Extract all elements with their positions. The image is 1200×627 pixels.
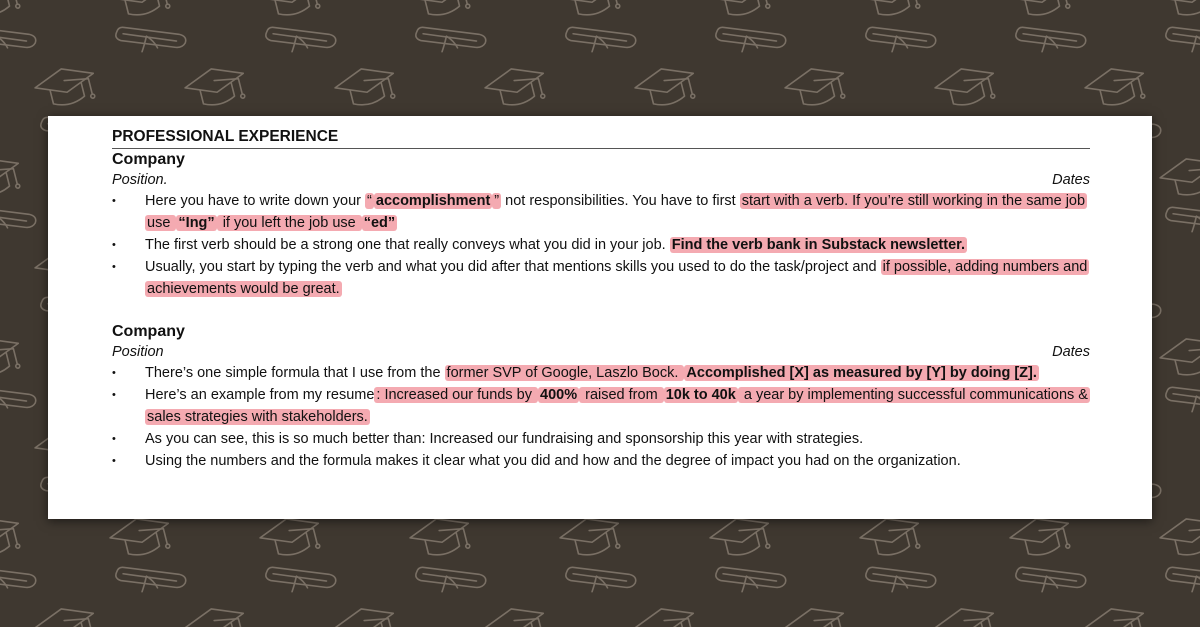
graduation-cap-icon	[1079, 601, 1162, 627]
graduation-cap-icon	[179, 601, 262, 627]
bullet-item	[112, 384, 1090, 428]
highlighted-text: if you left the job use	[218, 215, 360, 231]
highlighted-text: accomplishment	[375, 193, 491, 209]
graduation-cap-icon	[1154, 0, 1200, 61]
bullet-text: As you can see, this is so much better than: Increased our fundraising and sponsorship this year with strategies.	[145, 431, 864, 447]
dates: Dates	[1052, 172, 1090, 188]
highlighted-text: : Increased our funds by	[376, 387, 536, 403]
graduation-cap-icon	[29, 601, 112, 627]
graduation-cap-icon	[0, 0, 37, 61]
graduation-cap-icon	[254, 511, 337, 602]
highlighted-text: “ed”	[363, 215, 396, 231]
bullet-list	[112, 190, 1090, 300]
bullet-item	[112, 256, 1090, 300]
graduation-cap-icon	[104, 0, 187, 61]
graduation-cap-icon	[404, 511, 487, 602]
bullet-text: Usually, you start by typing the verb and what you did after that mentions skills you used to do the task/project and	[145, 259, 881, 275]
graduation-cap-icon	[554, 511, 637, 602]
graduation-cap-icon	[1004, 0, 1087, 61]
bullet-item	[112, 234, 1090, 256]
resume-document	[48, 116, 1152, 519]
position-row	[112, 343, 1090, 362]
experience-entry	[112, 149, 1090, 300]
highlighted-text: a year by implementing successful communications & sales strategies with stakeholders.	[147, 387, 1088, 425]
highlighted-text: Accomplished [X] as measured by [Y] by doing [Z].	[686, 365, 1037, 381]
highlighted-text: 10k to 40k	[665, 387, 736, 403]
experience-entries	[112, 149, 1090, 472]
bullet-text: not responsibilities. You have to first	[501, 193, 740, 209]
highlighted-text: Find the verb bank in Substack newsletter.	[671, 237, 966, 253]
bullet-text: Using the numbers and the formula makes it clear what you did and how and the degree of impact you had on the organization.	[145, 453, 961, 469]
entry-spacer	[112, 300, 1090, 321]
graduation-cap-icon	[1154, 511, 1200, 602]
position-title: Position	[112, 344, 164, 360]
highlighted-text: if possible, adding numbers and achievements would be great.	[147, 259, 1088, 297]
graduation-cap-icon	[0, 511, 37, 602]
section-title: PROFESSIONAL EXPERIENCE	[112, 127, 1090, 149]
graduation-cap-icon	[554, 0, 637, 61]
graduation-cap-icon	[0, 151, 37, 242]
bullet-item	[112, 428, 1090, 450]
bullet-item	[112, 190, 1090, 234]
highlighted-text: former SVP of Google, Laszlo Bock.	[446, 365, 683, 381]
graduation-cap-icon	[854, 0, 937, 61]
position-row	[112, 171, 1090, 190]
graduation-cap-icon	[929, 601, 1012, 627]
bullet-list	[112, 362, 1090, 472]
highlighted-text: raised from	[581, 387, 662, 403]
company-name: Company	[112, 151, 185, 168]
bullet-text: The first verb should be a strong one that really conveys what you did in your job.	[145, 237, 670, 253]
graduation-cap-icon	[629, 601, 712, 627]
highlighted-text: 400%	[540, 387, 578, 403]
highlighted-text: ”	[494, 193, 500, 209]
graduation-cap-icon	[104, 511, 187, 602]
graduation-cap-icon	[1154, 331, 1200, 422]
graduation-cap-icon	[329, 601, 412, 627]
graduation-cap-icon	[704, 0, 787, 61]
graduation-cap-icon	[854, 511, 937, 602]
graduation-cap-icon	[704, 511, 787, 602]
graduation-cap-icon	[1004, 511, 1087, 602]
bullet-text: There’s one simple formula that I use from the	[145, 365, 445, 381]
graduation-cap-icon	[479, 601, 562, 627]
bullet-item	[112, 362, 1090, 384]
highlighted-text: “	[367, 193, 372, 209]
graduation-cap-icon	[254, 0, 337, 61]
bullet-text: Here’s an example from my resume	[145, 387, 375, 403]
graduation-cap-icon	[779, 601, 862, 627]
graduation-cap-icon	[0, 331, 37, 422]
bullet-text: Here you have to write down your	[145, 193, 366, 209]
experience-entry	[112, 321, 1090, 472]
highlighted-text: start with a verb. If you’re still working in the same job use	[147, 193, 1086, 231]
bullet-item	[112, 450, 1090, 472]
position-title: Position.	[112, 172, 168, 188]
company-name: Company	[112, 323, 185, 340]
highlighted-text: “Ing”	[178, 215, 215, 231]
graduation-cap-icon	[404, 0, 487, 61]
graduation-cap-icon	[1154, 151, 1200, 242]
dates: Dates	[1052, 344, 1090, 360]
